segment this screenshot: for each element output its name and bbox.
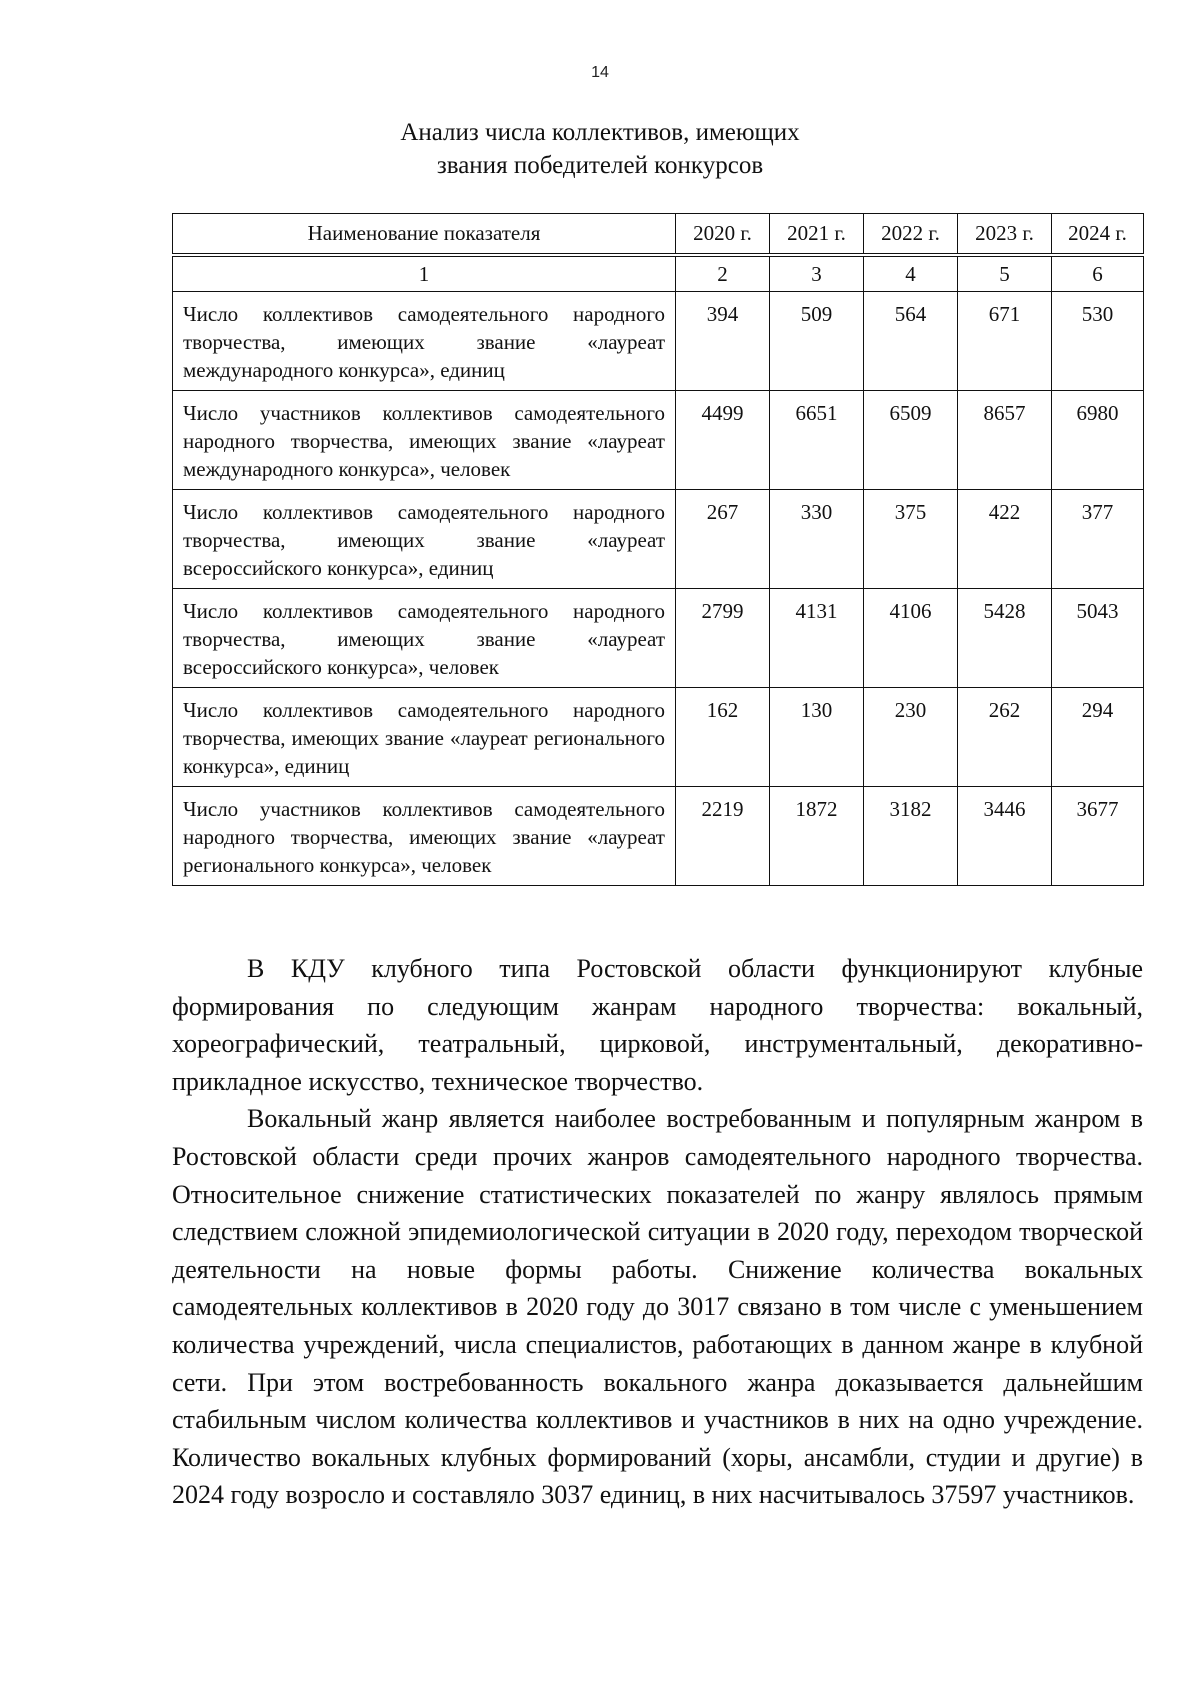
row-value-2022: 230 (864, 688, 958, 787)
row-value-2023: 3446 (958, 787, 1052, 886)
row-value-2020: 2219 (676, 787, 770, 886)
row-value-2023: 262 (958, 688, 1052, 787)
table-row (173, 787, 1144, 886)
row-label: Число участников коллективов самодеятельного народного творчества, имеющих звание «лауреат международного конкурса», человек (173, 391, 676, 490)
row-label: Число коллективов самодеятельного народного творчества, имеющих звание «лауреат международного конкурса», единиц (173, 292, 676, 391)
column-number: 3 (770, 255, 864, 292)
row-value-2024: 377 (1052, 490, 1144, 589)
row-label: Число коллективов самодеятельного народного творчества, имеющих звание «лауреат регионального конкурса», единиц (173, 688, 676, 787)
table-row (173, 391, 1144, 490)
paragraph: В КДУ клубного типа Ростовской области функционируют клубные формирования по следующим жанрам народного творчества: вокальный, хореографический, театральный, цирковой, инструментальный, декоративно-прикладное искусство, техническое творчество. (172, 954, 1143, 1096)
table-title-line-2: звания победителей конкурсов (436, 152, 764, 179)
row-value-2023: 8657 (958, 391, 1052, 490)
table-header-row (173, 214, 1144, 256)
body-text (172, 950, 1143, 1514)
header-year-2021: 2021 г. (770, 214, 864, 256)
row-value-2024: 5043 (1052, 589, 1144, 688)
row-value-2021: 130 (770, 688, 864, 787)
table-title (0, 116, 1200, 182)
column-number: 4 (864, 255, 958, 292)
row-label: Число коллективов самодеятельного народного творчества, имеющих звание «лауреат всероссийского конкурса», человек (173, 589, 676, 688)
header-year-2020: 2020 г. (676, 214, 770, 256)
page-number: 14 (591, 64, 609, 81)
row-value-2024: 6980 (1052, 391, 1144, 490)
header-indicator-name: Наименование показателя (173, 214, 676, 256)
header-year-2024: 2024 г. (1052, 214, 1144, 256)
statistics-table (172, 213, 1144, 886)
row-value-2022: 6509 (864, 391, 958, 490)
row-label: Число коллективов самодеятельного народного творчества, имеющих звание «лауреат всероссийского конкурса», единиц (173, 490, 676, 589)
row-value-2020: 4499 (676, 391, 770, 490)
column-number: 6 (1052, 255, 1144, 292)
header-year-2023: 2023 г. (958, 214, 1052, 256)
table-row (173, 490, 1144, 589)
row-value-2022: 564 (864, 292, 958, 391)
header-year-2022: 2022 г. (864, 214, 958, 256)
table-row (173, 688, 1144, 787)
row-value-2020: 267 (676, 490, 770, 589)
row-value-2021: 6651 (770, 391, 864, 490)
row-value-2021: 330 (770, 490, 864, 589)
table-row (173, 589, 1144, 688)
column-number: 2 (676, 255, 770, 292)
column-number: 5 (958, 255, 1052, 292)
row-value-2021: 509 (770, 292, 864, 391)
row-value-2020: 162 (676, 688, 770, 787)
table-row (173, 292, 1144, 391)
row-value-2020: 2799 (676, 589, 770, 688)
row-value-2020: 394 (676, 292, 770, 391)
row-value-2024: 294 (1052, 688, 1144, 787)
row-value-2021: 1872 (770, 787, 864, 886)
column-numbering-row (173, 255, 1144, 292)
row-value-2024: 3677 (1052, 787, 1144, 886)
row-value-2023: 422 (958, 490, 1052, 589)
paragraph: Вокальный жанр является наиболее востребованным и популярным жанром в Ростовской области среди прочих жанров самодеятельного народного творчества. Относительное снижение статистических показателей по жанру являлось прямым следствием сложной эпидемиологической ситуации в 2020 году, переходом творческой деятельности на новые формы работы. Снижение количества вокальных самодеятельных коллективов в 2020 году до 3017 связано в том числе с уменьшением количества учреждений, числа специалистов, работающих в данном жанре в клубной сети. При этом востребованность вокального жанра доказывается дальнейшим стабильным числом количества коллективов и участников в них на одно учреждение. Количество вокальных клубных формирований (хоры, ансамбли, студии и другие) в 2024 году возросло и составляло 3037 единиц, в них насчитывалось 37597 участников. (172, 1104, 1143, 1510)
row-value-2022: 3182 (864, 787, 958, 886)
row-value-2021: 4131 (770, 589, 864, 688)
row-value-2022: 375 (864, 490, 958, 589)
row-label: Число участников коллективов самодеятельного народного творчества, имеющих звание «лауреат регионального конкурса», человек (173, 787, 676, 886)
row-value-2022: 4106 (864, 589, 958, 688)
row-value-2023: 671 (958, 292, 1052, 391)
row-value-2023: 5428 (958, 589, 1052, 688)
column-number: 1 (173, 255, 676, 292)
row-value-2024: 530 (1052, 292, 1144, 391)
table-title-line-1: Анализ числа коллективов, имеющих (400, 119, 800, 146)
